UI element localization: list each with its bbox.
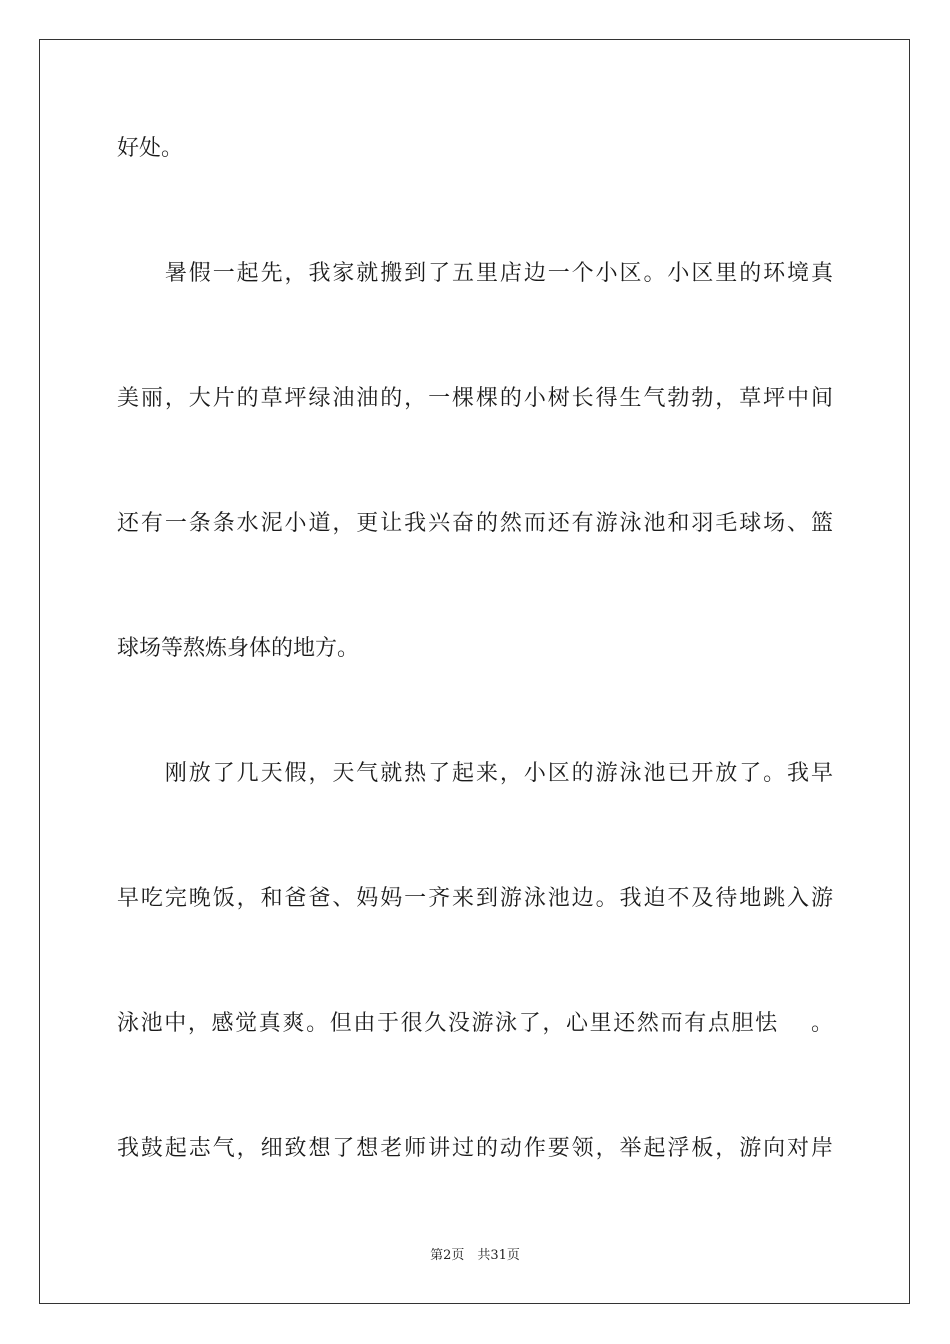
text-line: 我鼓起志气，细致想了想老师讲过的动作要领，举起浮板，游向对岸: [117, 1136, 833, 1161]
page-number: 第2页 共31页: [430, 1248, 520, 1263]
text-line: 还有一条条水泥小道，更让我兴奋的然而还有游泳池和羽毛球场、篮: [117, 511, 833, 536]
text-line: 泳池中，感觉真爽。但由于很久没游泳了，心里还然而有点胆怯 。: [117, 1011, 833, 1036]
text-line: 暑假一起先，我家就搬到了五里店边一个小区。小区里的环境真: [117, 261, 833, 286]
text-line: 早吃完晚饭，和爸爸、妈妈一齐来到游泳池边。我迫不及待地跳入游: [117, 886, 833, 911]
page-border: [39, 39, 910, 1304]
text-line: 球场等熬炼身体的地方。: [117, 636, 360, 661]
text-line: 美丽，大片的草坪绿油油的，一棵棵的小树长得生气勃勃，草坪中间: [117, 386, 833, 411]
text-line: 好处。: [117, 136, 184, 161]
text-line: 刚放了几天假，天气就热了起来，小区的游泳池已开放了。我早: [117, 761, 833, 786]
